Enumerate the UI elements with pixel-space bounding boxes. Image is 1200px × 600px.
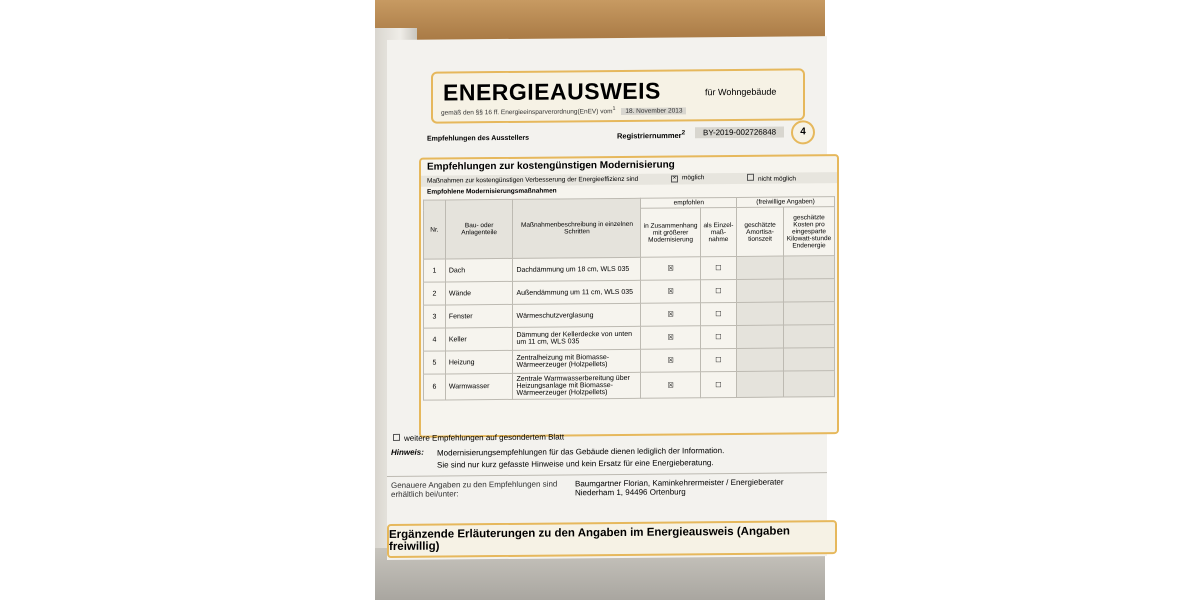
row-nr: 1 <box>424 259 446 282</box>
row-amortization <box>737 371 784 397</box>
registration-footnote: 2 <box>681 129 686 137</box>
row-part: Dach <box>445 258 513 282</box>
row-description: Dachdämmung um 18 cm, WLS 035 <box>513 257 641 281</box>
supplementary-section-title: Ergänzende Erläuterungen zu den Angaben im Energieausweis (Angaben freiwillig) <box>387 520 837 558</box>
contact-label: Genauere Angaben zu den Empfehlungen sind erhältlich bei/unter: <box>391 479 558 499</box>
more-recommendations <box>393 432 564 442</box>
row-nr: 4 <box>424 328 446 351</box>
note-label: Hinweis: <box>391 447 424 457</box>
col-header-single-measure: als Einzel-maß-nahme <box>700 207 736 256</box>
empty-box-icon: ☐ <box>700 371 736 397</box>
col-header-recommended: empfohlen <box>641 197 737 208</box>
col-header-part: Bau- oder Anlagenteile <box>445 199 513 259</box>
feasibility-text: Maßnahmen zur kostengünstigen Verbesserung der Energieeffizienz sind <box>427 175 639 185</box>
registration-label-text: Registriernummer <box>617 130 682 141</box>
law-date: 18. November 2013 <box>621 108 686 116</box>
row-nr: 5 <box>424 351 446 374</box>
document-subtitle: für Wohngebäude <box>705 86 777 98</box>
registration-label <box>617 129 685 140</box>
feasibility-row <box>421 172 837 187</box>
page-number-badge: 4 <box>791 120 815 144</box>
law-reference <box>441 105 686 116</box>
col-header-nr: Nr. <box>424 200 446 259</box>
row-part: Wände <box>445 281 513 305</box>
row-part: Heizung <box>445 350 513 374</box>
checked-box-icon: × <box>672 175 677 182</box>
col-header-amortization: geschätzte Amortisa-tionszeit <box>737 207 784 256</box>
row-nr: 6 <box>424 374 446 400</box>
section-label: Empfehlungen des Ausstellers <box>427 134 530 143</box>
document-title: ENERGIEAUSWEIS <box>443 77 661 106</box>
col-header-with-modernization: in Zusammenhang mit größerer Modernisierung <box>641 208 700 258</box>
row-cost <box>783 371 834 397</box>
certificate-page <box>387 36 832 560</box>
contact-line-2: Niederham 1, 94496 Ortenburg <box>575 487 686 498</box>
row-part: Keller <box>445 327 513 351</box>
measures-title: Empfohlene Modernisierungsmaßnahmen <box>427 187 557 196</box>
row-description: Zentralheizung mit Biomasse-Wärmeerzeuger (Holzpellets) <box>513 349 641 373</box>
row-cost <box>783 256 834 279</box>
option-not-possible <box>747 173 796 182</box>
checked-box-icon: ☒ <box>641 349 700 373</box>
note-line-1: Modernisierungsempfehlungen für das Gebäude dienen lediglich der Information. <box>437 446 725 458</box>
recommendations-box <box>419 154 839 438</box>
document-photo <box>375 0 832 600</box>
row-part: Fenster <box>445 304 513 328</box>
empty-box-icon <box>393 434 400 441</box>
row-nr: 2 <box>424 282 446 305</box>
option-possible <box>671 174 704 182</box>
checked-box-icon: ☒ <box>641 303 700 327</box>
note-line-2: Sie sind nur kurz gefasste Hinweise und kein Ersatz für eine Energieberatung. <box>437 458 714 470</box>
empty-box-icon: ☐ <box>700 256 736 279</box>
registration-number: BY-2019-002726848 <box>695 127 784 139</box>
law-footnote: 1 <box>612 106 616 113</box>
row-description: Zentrale Warmwasserbereitung über Heizungsanlage mit Biomasse-Wärmeerzeuger (Holzpellets) <box>513 372 641 399</box>
row-description: Wärmeschutzverglasung <box>513 303 641 327</box>
row-cost <box>783 279 834 302</box>
checked-box-icon: ☒ <box>641 326 700 350</box>
checked-box-icon: ☒ <box>641 280 700 304</box>
recommendations-title: Empfehlungen zur kostengünstigen Modernisierung <box>427 159 675 173</box>
empty-box-icon: ☐ <box>700 348 736 371</box>
empty-box-icon: ☐ <box>700 279 736 302</box>
row-description: Außendämmung um 11 cm, WLS 035 <box>513 280 641 304</box>
checked-box-icon: ☒ <box>641 372 700 399</box>
more-recommendations-label: weitere Empfehlungen auf gesondertem Blatt <box>404 432 565 443</box>
row-amortization <box>737 302 784 325</box>
option-possible-label: möglich <box>682 174 705 182</box>
row-amortization <box>737 325 784 348</box>
table-surface <box>375 0 825 40</box>
contact-line-1: Baumgartner Florian, Kaminkehrermeister / Energieberater <box>575 477 784 489</box>
col-header-optional: (freiwillige Angaben) <box>737 197 835 208</box>
empty-box-icon: ☐ <box>700 325 736 348</box>
row-amortization <box>737 256 784 279</box>
empty-box-icon: ☐ <box>700 302 736 325</box>
section-row <box>427 122 806 143</box>
row-description: Dämmung der Kellerdecke von unten um 11 cm, WLS 035 <box>513 326 641 350</box>
table-row <box>424 371 835 401</box>
row-cost <box>783 325 834 348</box>
row-amortization <box>737 279 784 302</box>
option-not-possible-label: nicht möglich <box>758 175 796 183</box>
col-header-description: Maßnahmenbeschreibung in einzelnen Schritten <box>513 198 641 258</box>
row-amortization <box>737 348 784 371</box>
note-text <box>437 444 817 471</box>
row-cost <box>783 348 834 371</box>
checked-box-icon: ☒ <box>641 257 700 281</box>
row-nr: 3 <box>424 305 446 328</box>
contact-block <box>387 472 827 513</box>
col-header-cost-per-kwh: geschätzte Kosten pro eingesparte Kilowatt-stunde Endenergie <box>783 207 834 256</box>
row-cost <box>783 302 834 325</box>
measures-table <box>423 196 835 401</box>
contact-value <box>575 477 825 497</box>
note-block <box>391 444 827 470</box>
law-text: gemäß den §§ 16 ff. Energieeinsparverordnung(EnEV) vom <box>441 108 613 117</box>
empty-box-icon <box>747 174 754 181</box>
header-box <box>431 68 805 123</box>
row-part: Warmwasser <box>445 373 513 400</box>
